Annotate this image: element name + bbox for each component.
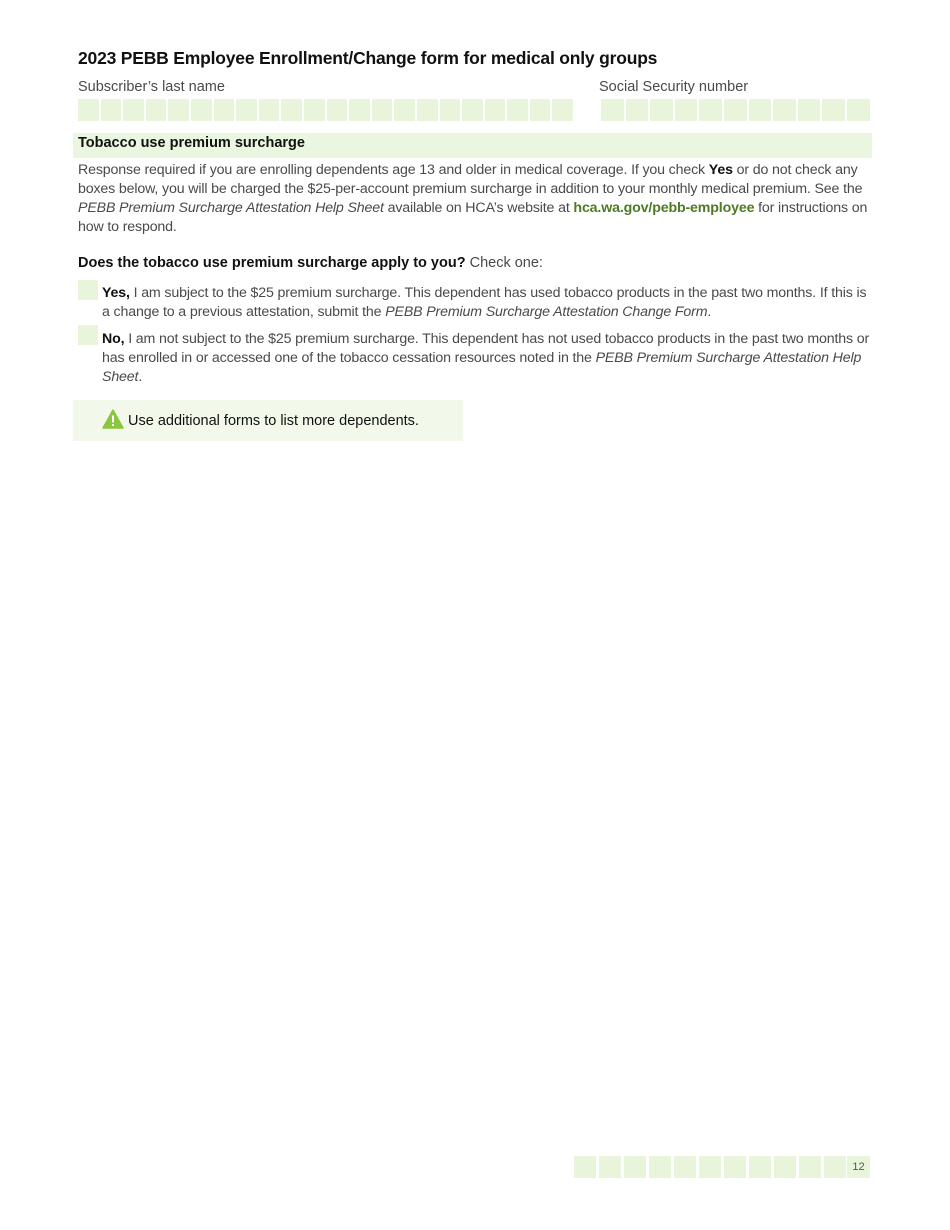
last-name-char-box[interactable] [462,99,483,121]
intro-text-2: or do not check any boxes below, you will be charged the $25-per-account premium surcharge in addition to your monthly medical premium. See the [78,162,863,197]
form-code-box [749,1156,771,1178]
note-text: Use additional forms to list more dependents. [128,412,419,429]
ssn-label: Social Security number [599,79,749,95]
section-heading: Tobacco use premium surcharge [73,133,872,158]
ssn-digit-box[interactable] [847,99,870,121]
last-name-char-box[interactable] [78,99,99,121]
intro-text-1: Response required if you are enrolling dependents age 13 and older in medical coverage. If you check [78,162,709,178]
form-code-box [774,1156,796,1178]
ssn-digit-box[interactable] [675,99,698,121]
ssn-digit-box[interactable] [724,99,747,121]
last-name-char-box[interactable] [304,99,325,121]
additional-forms-note [73,400,463,441]
last-name-char-box[interactable] [417,99,438,121]
yes-checkbox[interactable] [78,280,98,300]
intro-text-3: available on HCA’s website at [383,200,574,216]
form-code-box [699,1156,721,1178]
no-body: I am not subject to the $25 premium surcharge. This dependent has not used tobacco products in the past two months or has enrolled in or accessed one of the tobacco cessation resources noted in the [102,331,870,366]
ssn-digit-box[interactable] [749,99,772,121]
no-help-sheet-title: PEBB Premium Surcharge Attestation Help Sheet [102,350,862,385]
last-name-char-box[interactable] [349,99,370,121]
last-name-char-box[interactable] [168,99,189,121]
last-name-char-box[interactable] [146,99,167,121]
intro-text-4: for instructions on how to respond. [78,200,868,235]
last-name-char-box[interactable] [327,99,348,121]
last-name-char-box[interactable] [214,99,235,121]
no-option-text [102,330,874,387]
form-code-box [574,1156,596,1178]
last-name-char-box[interactable] [123,99,144,121]
question-bold: Does the tobacco use premium surcharge apply to you? [78,255,466,271]
last-name-char-box[interactable] [552,99,573,121]
form-code-box [724,1156,746,1178]
page-title: 2023 PEBB Employee Enrollment/Change form for medical only groups [78,48,658,68]
ssn-digit-box[interactable] [798,99,821,121]
hca-website-link[interactable]: hca.wa.gov/pebb-employee [573,200,755,216]
form-code-box [799,1156,821,1178]
last-name-char-box[interactable] [530,99,551,121]
last-name-char-box[interactable] [281,99,302,121]
intro-paragraph [78,161,874,237]
yes-option-text [102,284,874,322]
ssn-digit-box[interactable] [773,99,796,121]
last-name-field[interactable] [78,99,573,121]
ssn-digit-box[interactable] [699,99,722,121]
last-name-char-box[interactable] [101,99,122,121]
ssn-digit-box[interactable] [601,99,624,121]
form-code-box [599,1156,621,1178]
last-name-char-box[interactable] [507,99,528,121]
warning-icon [102,409,124,429]
yes-change-form-title: PEBB Premium Surcharge Attestation Change Form [385,304,708,320]
form-code-box [649,1156,671,1178]
ssn-digit-box[interactable] [650,99,673,121]
yes-tail: . [707,304,712,320]
ssn-digit-box[interactable] [822,99,845,121]
last-name-char-box[interactable] [372,99,393,121]
last-name-char-box[interactable] [191,99,212,121]
no-lead: No, [102,331,125,347]
page-number: 12 [847,1156,870,1178]
form-code-box [624,1156,646,1178]
form-code-box [674,1156,696,1178]
last-name-char-box[interactable] [440,99,461,121]
no-tail: . [138,369,143,385]
intro-help-sheet-title: PEBB Premium Surcharge Attestation Help Sheet [78,200,384,216]
yes-lead: Yes, [102,285,130,301]
form-code-boxes [574,1156,846,1178]
question-rest: Check one: [465,255,543,271]
form-code-box [824,1156,846,1178]
last-name-char-box[interactable] [394,99,415,121]
last-name-char-box[interactable] [236,99,257,121]
last-name-label: Subscriber’s last name [78,79,225,95]
surcharge-question [78,255,543,271]
intro-yes-word: Yes [708,162,733,178]
no-checkbox[interactable] [78,325,98,345]
yes-body: I am subject to the $25 premium surcharge. This dependent has used tobacco products in the past two months. If this is a change to a previous attestation, submit the [102,285,867,320]
last-name-char-box[interactable] [259,99,280,121]
ssn-field[interactable] [601,99,870,121]
ssn-digit-box[interactable] [626,99,649,121]
last-name-char-box[interactable] [485,99,506,121]
